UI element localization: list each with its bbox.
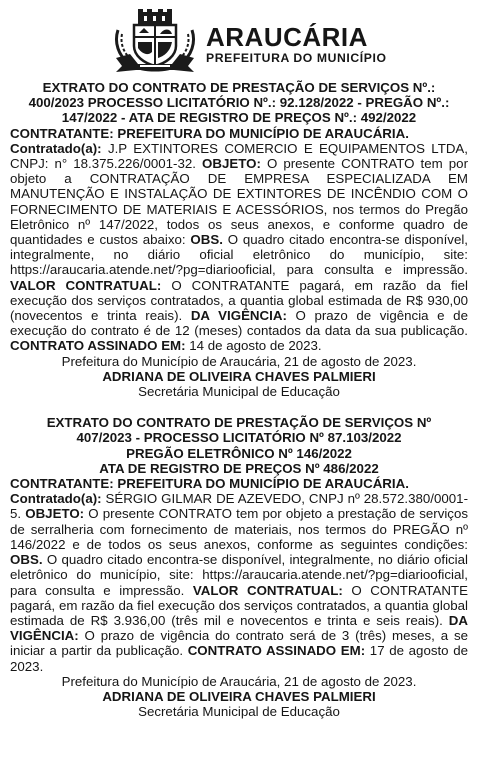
obs-text: O quadro citado encontra-se disponível, integralmente, no diário oficial eletrônico do município, site: https://araucaria.atende.net/?pg=diariooficial, para consulta e impressão. [10,552,468,598]
extract-title-line: 400/2023 PROCESSO LICITATÓRIO Nº.: 92.128/2022 - PREGÃO Nº.: [28,95,450,111]
vigencia-text: O prazo de vigência do contrato será de 3 (três) meses, a se iniciar a partir da publicação. [10,628,468,659]
municipal-crest-logo [112,8,198,74]
objeto-label: OBJETO: [202,156,261,172]
contratado-label: Contratado(a): [10,491,102,507]
section-spacer [10,399,468,415]
contratado-text: J.P EXTINTORES COMERCIO E EQUIPAMENTOS LTDA, CNPJ: n° 18.375.226/0001-32. [10,140,468,172]
extract-title-line: EXTRATO DO CONTRATO DE PRESTAÇÃO DE SERVIÇOS Nº [46,415,432,431]
extract-title [10,415,468,476]
objeto-text: O presente CONTRATO tem por objeto a CONTRATAÇÃO DE EMPRESA ESPECIALIZADA EM MANUTENÇÃO E INSTALAÇÃO DE EXTINTORES DE INCÊNDIO COM O FORNECIMENTO DE MATERIAIS E ACESSÓRIOS, nos termos do Pregão Eletrônico nº 147/2022, todos os seus anexos, e conforme quadro de quantidades e custos abaixo: [10,156,468,248]
place-date: Prefeitura do Município de Araucária, 21 de agosto de 2023. [61,353,417,369]
obs-text: O quadro citado encontra-se disponível, integralmente, no diário oficial eletrônico do município, site: https://araucaria.atende.net/?pg=diariooficial, para consulta e impressão. [10,232,468,278]
signatory-role: Secretária Municipal de Educação [138,384,340,400]
extract-title-line: ATA DE REGISTRO DE PREÇOS Nº 486/2022 [99,460,379,476]
contrato-assinado-text: 17 de agosto de 2023. [10,643,469,674]
brand-name: ARAUCÁRIA [206,22,368,52]
valor-contratual-label: VALOR CONTRATUAL: [10,277,162,293]
contract-extract-1 [10,80,468,399]
objeto-text: O presente CONTRATO tem por objeto a prestação de serviços de serralheria com fornecimento de materiais, nos termos do PREGÃO nº 146/2022 e de todos os seus anexos, conforme as seguintes condições: [10,506,468,552]
objeto-label: OBJETO: [25,506,85,522]
extract-paragraph [10,141,468,354]
contratante-line: CONTRATANTE: PREFEITURA DO MUNICÍPIO DE ARAUCÁRIA. [10,476,409,492]
contratado-label: Contratado(a): [10,140,102,156]
document-body [10,80,468,719]
signatory-name: ADRIANA DE OLIVEIRA CHAVES PALMIERI [102,368,376,384]
vigencia-label: DA VIGÊNCIA: [10,612,468,644]
vigencia-label: DA VIGÊNCIA: [190,308,287,324]
valor-contratual-label: VALOR CONTRATUAL: [192,582,343,598]
contrato-assinado-label: CONTRATO ASSINADO EM: [10,338,186,354]
place-date: Prefeitura do Município de Araucária, 21 de agosto de 2023. [61,673,417,689]
contract-extract-2 [10,415,468,719]
page-header [0,0,478,78]
extract-paragraph [10,491,468,673]
contratado-text: SÉRGIO GILMAR DE AZEVEDO, CNPJ nº 28.572.380/0001-5. [10,491,468,522]
obs-label: OBS. [190,232,223,248]
extract-title-line: EXTRATO DO CONTRATO DE PRESTAÇÃO DE SERVIÇOS Nº.: [42,80,436,95]
signatory-name: ADRIANA DE OLIVEIRA CHAVES PALMIERI [102,688,376,704]
contrato-assinado-label: CONTRATO ASSINADO EM: [187,643,366,659]
valor-contratual-text: O CONTRATANTE pagará, em razão da fiel execução dos serviços contratados, a quantia global estimada de R$ 3.936,00 (três mil e novecentos e trinta e seis reais). [10,582,469,628]
vigencia-text: O prazo de vigência e de execução do contrato é de 12 (meses) contados da data da sua publicação. [10,308,468,339]
valor-contratual-text: O CONTRATANTE pagará, em razão da fiel execução dos serviços contratados, a quantia global estimada de R$ 930,00 (novecentos e trinta reais). [10,277,469,324]
signatory-role: Secretária Municipal de Educação [138,704,340,720]
extract-title-line: PREGÃO ELETRÔNICO Nº 146/2022 [126,445,352,461]
obs-label: OBS. [10,552,43,568]
brand-subtitle: PREFEITURA DO MUNICÍPIO [206,51,387,65]
extract-title-line: 407/2023 - PROCESSO LICITATÓRIO Nº 87.103/2022 [76,430,402,446]
contrato-assinado-text: 14 de agosto de 2023. [185,338,322,354]
extract-title [10,80,468,126]
contratante-line: CONTRATANTE: PREFEITURA DO MUNICÍPIO DE ARAUCÁRIA. [10,125,409,141]
extract-title-line: 147/2022 - ATA DE REGISTRO DE PREÇOS Nº.: 492/2022 [61,110,417,126]
